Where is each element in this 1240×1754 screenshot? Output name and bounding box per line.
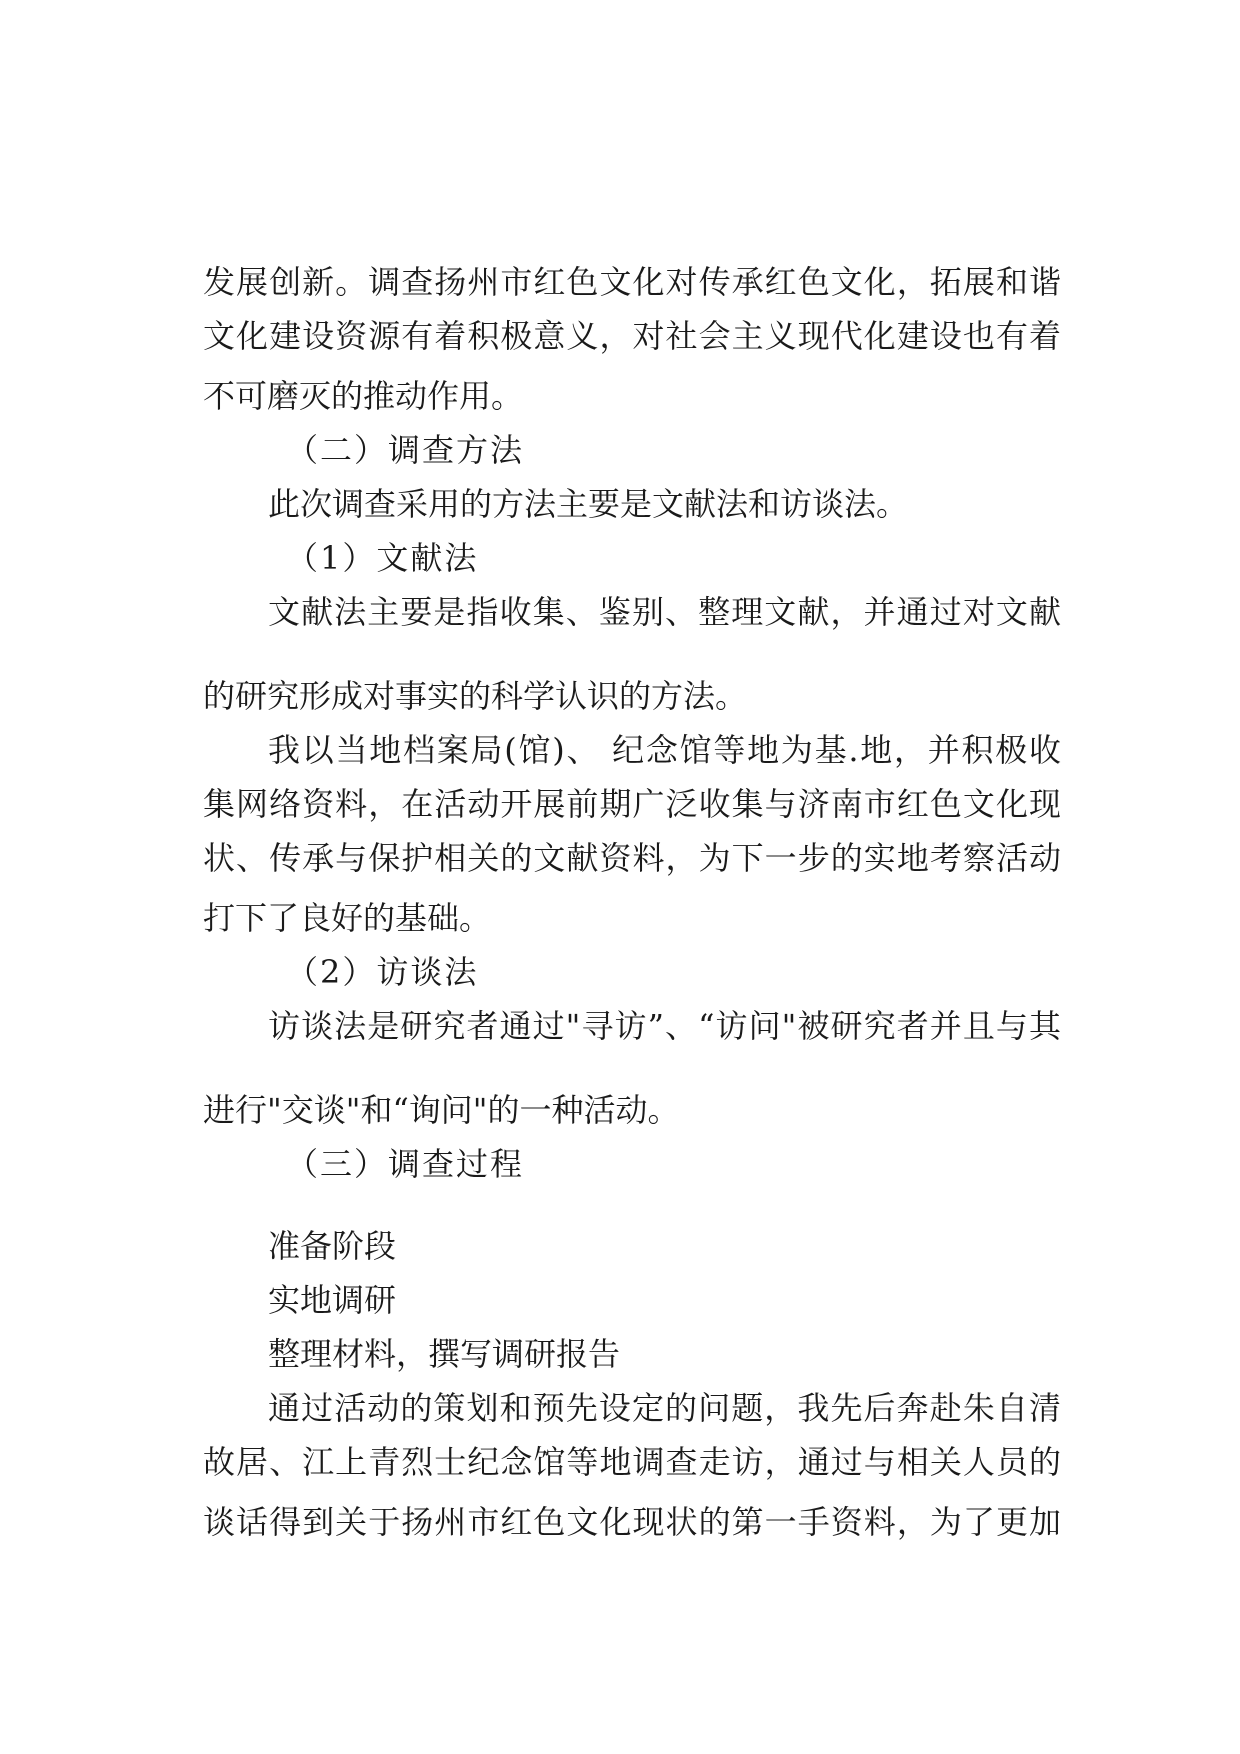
list-item: 准备阶段: [268, 1227, 397, 1265]
list-item: 实地调研: [268, 1281, 397, 1319]
paragraph-line: 集网络资料，在活动开展前期广泛收集与济南市红色文化现: [203, 785, 1061, 823]
paragraph-line: 状、传承与保护相关的文献资料，为下一步的实地考察活动: [203, 839, 1061, 877]
subsection-heading: （1）文献法: [286, 539, 479, 577]
paragraph-line: 访谈法是研究者通过"寻访”、“访问"被研究者并且与其: [268, 1007, 1061, 1045]
paragraph-line: 不可磨灭的推动作用。: [203, 377, 524, 415]
list-item: 整理材料，撰写调研报告: [268, 1335, 621, 1373]
paragraph-line: 通过活动的策划和预先设定的问题，我先后奔赴朱自清: [268, 1389, 1061, 1427]
paragraph-line: 我以当地档案局(馆)、 纪念馆等地为基.地，并积极收: [268, 731, 1061, 769]
section-heading: （二）调查方法: [286, 431, 525, 469]
paragraph-line: 文献法主要是指收集、鉴别、整理文献，并通过对文献: [268, 593, 1061, 631]
paragraph-line: 的研究形成对事实的科学认识的方法。: [203, 677, 748, 715]
paragraph-line: 发展创新。调查扬州市红色文化对传承红色文化，拓展和谐: [203, 263, 1061, 301]
paragraph-line: 文化建设资源有着积极意义，对社会主义现代化建设也有着: [203, 317, 1061, 355]
paragraph-line: 此次调查采用的方法主要是文献法和访谈法。: [268, 485, 909, 523]
section-heading: （三）调查过程: [286, 1145, 525, 1183]
paragraph-line: 谈话得到关于扬州市红色文化现状的第一手资料，为了更加: [203, 1503, 1061, 1541]
paragraph-line: 故居、江上青烈士纪念馆等地调查走访，通过与相关人员的: [203, 1443, 1061, 1481]
subsection-heading: （2）访谈法: [286, 953, 479, 991]
paragraph-line: 进行"交谈"和“询问"的一种活动。: [203, 1091, 680, 1129]
paragraph-line: 打下了良好的基础。: [203, 899, 492, 937]
